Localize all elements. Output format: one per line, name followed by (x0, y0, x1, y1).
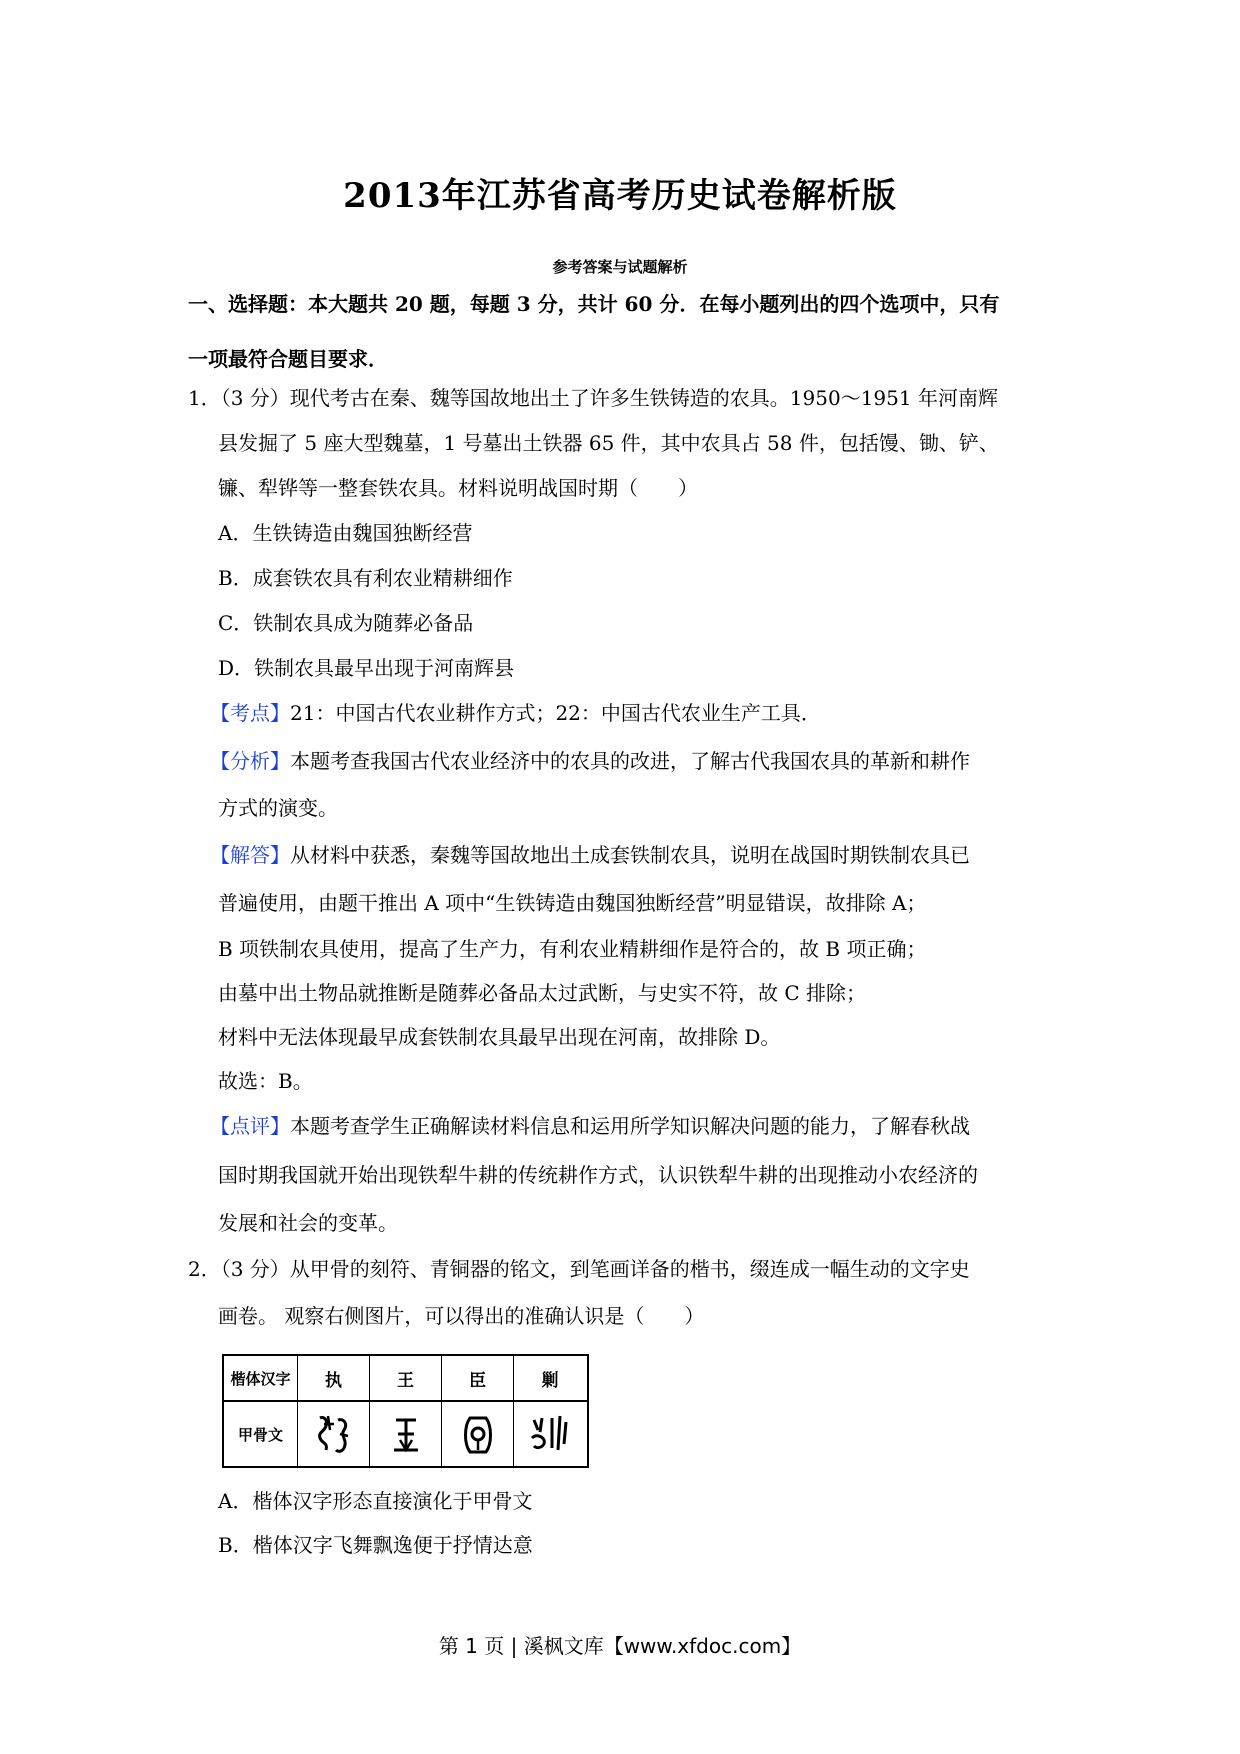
q1-option-a: A．生铁铸造由魏国独断经营 (218, 521, 473, 545)
q1-stem-line-2: 县发掘了 5 座大型魏墓，1 号墓出土铁器 65 件，其中农具占 58 件，包括馒、锄、铲、 (218, 431, 999, 455)
row-header-kaishu: 楷体汉字 (224, 1356, 298, 1400)
q1-dianping-line-1 (210, 1113, 970, 1139)
page-footer: 第 1 页 | 溪枫文库【www.xfdoc.com】 (438, 1634, 802, 1658)
q1-dianping-line-2: 国时期我国就开始出现铁犁牛耕的传统耕作方式，认识铁犁牛耕的出现推动小农经济的 (218, 1163, 978, 1187)
row-header-oracle: 甲骨文 (224, 1402, 298, 1466)
jieda-tag: 【解答】 (210, 843, 290, 867)
kaishu-char: 剿 (541, 1370, 559, 1391)
kaishu-char: 王 (370, 1356, 442, 1400)
q1-dianping-line-3: 发展和社会的变革。 (218, 1211, 398, 1235)
q1-jieda-line-4: 由墓中出土物品就推断是随葬必备品太过武断，与史实不符，故 C 排除； (218, 981, 867, 1005)
table-row (224, 1402, 587, 1466)
q2-stem-line-2: 画卷。 观察右侧图片，可以得出的准确认识是（ ） (218, 1304, 705, 1328)
document-subtitle: 参考答案与试题解析 (552, 258, 688, 276)
q1-fenxi-line-2: 方式的演变。 (218, 796, 338, 820)
section-heading-line-2: 一项最符合题目要求． (188, 347, 388, 371)
oracle-glyph-jiao-icon (514, 1402, 586, 1466)
q1-fenxi-line-1 (210, 748, 970, 774)
kaodian-tag: 【考点】 (210, 701, 290, 725)
q1-option-c: C．铁制农具成为随葬必备品 (218, 611, 474, 635)
dianping-text: 本题考查学生正确解读材料信息和运用所学知识解决问题的能力，了解春秋战 (290, 1114, 970, 1138)
q1-kaodian (210, 700, 821, 726)
q1-answer: 故选：B。 (218, 1069, 313, 1093)
dianping-tag: 【点评】 (210, 1114, 290, 1138)
q2-option-b: B．楷体汉字飞舞飘逸便于抒情达意 (218, 1533, 533, 1557)
document-title: 2013年江苏省高考历史试卷解析版 (343, 176, 897, 216)
jieda-text: 从材料中获悉，秦魏等国故地出土成套铁制农具，说明在战国时期铁制农具已 (290, 843, 970, 867)
oracle-glyph-wang-icon (370, 1402, 442, 1466)
fenxi-text: 本题考查我国古代农业经济中的农具的改进，了解古代我国农具的革新和耕作 (290, 749, 970, 773)
q1-jieda-line-1 (210, 842, 970, 868)
fenxi-tag: 【分析】 (210, 749, 290, 773)
kaishu-char: 臣 (442, 1356, 514, 1400)
q1-option-b: B．成套铁农具有利农业精耕细作 (218, 566, 513, 590)
q1-jieda-line-3: B 项铁制农具使用，提高了生产力，有利农业精耕细作是符合的，故 B 项正确； (218, 937, 927, 961)
q1-stem-line-1: 1．（3 分）现代考古在秦、魏等国故地出土了许多生铁铸造的农具。1950～1951 年河南辉 (188, 386, 998, 410)
oracle-glyph-zhi-icon (298, 1402, 370, 1466)
q1-jieda-line-5: 材料中无法体现最早成套铁制农具最早出现在河南，故排除 D。 (218, 1025, 781, 1049)
oracle-glyph-chen-icon (442, 1402, 514, 1466)
q2-option-a: A．楷体汉字形态直接演化于甲骨文 (218, 1489, 533, 1513)
q1-option-d: D．铁制农具最早出现于河南辉县 (218, 656, 515, 680)
script-comparison-table (222, 1354, 589, 1468)
table-row (224, 1356, 587, 1402)
section-heading-line-1: 一、选择题：本大题共 20 题，每题 3 分，共计 60 分．在每小题列出的四个选项中，只有 (188, 292, 1000, 316)
q1-jieda-line-2: 普遍使用，由题干推出 A 项中“生铁铸造由魏国独断经营”明显错误，故排除 A； (218, 891, 927, 915)
q1-stem-line-3: 镰、犁铧等一整套铁农具。材料说明战国时期（ ） (218, 476, 698, 500)
kaodian-text: 21：中国古代农业耕作方式；22：中国古代农业生产工具． (290, 701, 821, 725)
q2-stem-line-1: 2．（3 分）从甲骨的刻符、青铜器的铭文，到笔画详备的楷书，缀连成一幅生动的文字史 (188, 1257, 970, 1281)
kaishu-char: 执 (298, 1356, 370, 1400)
